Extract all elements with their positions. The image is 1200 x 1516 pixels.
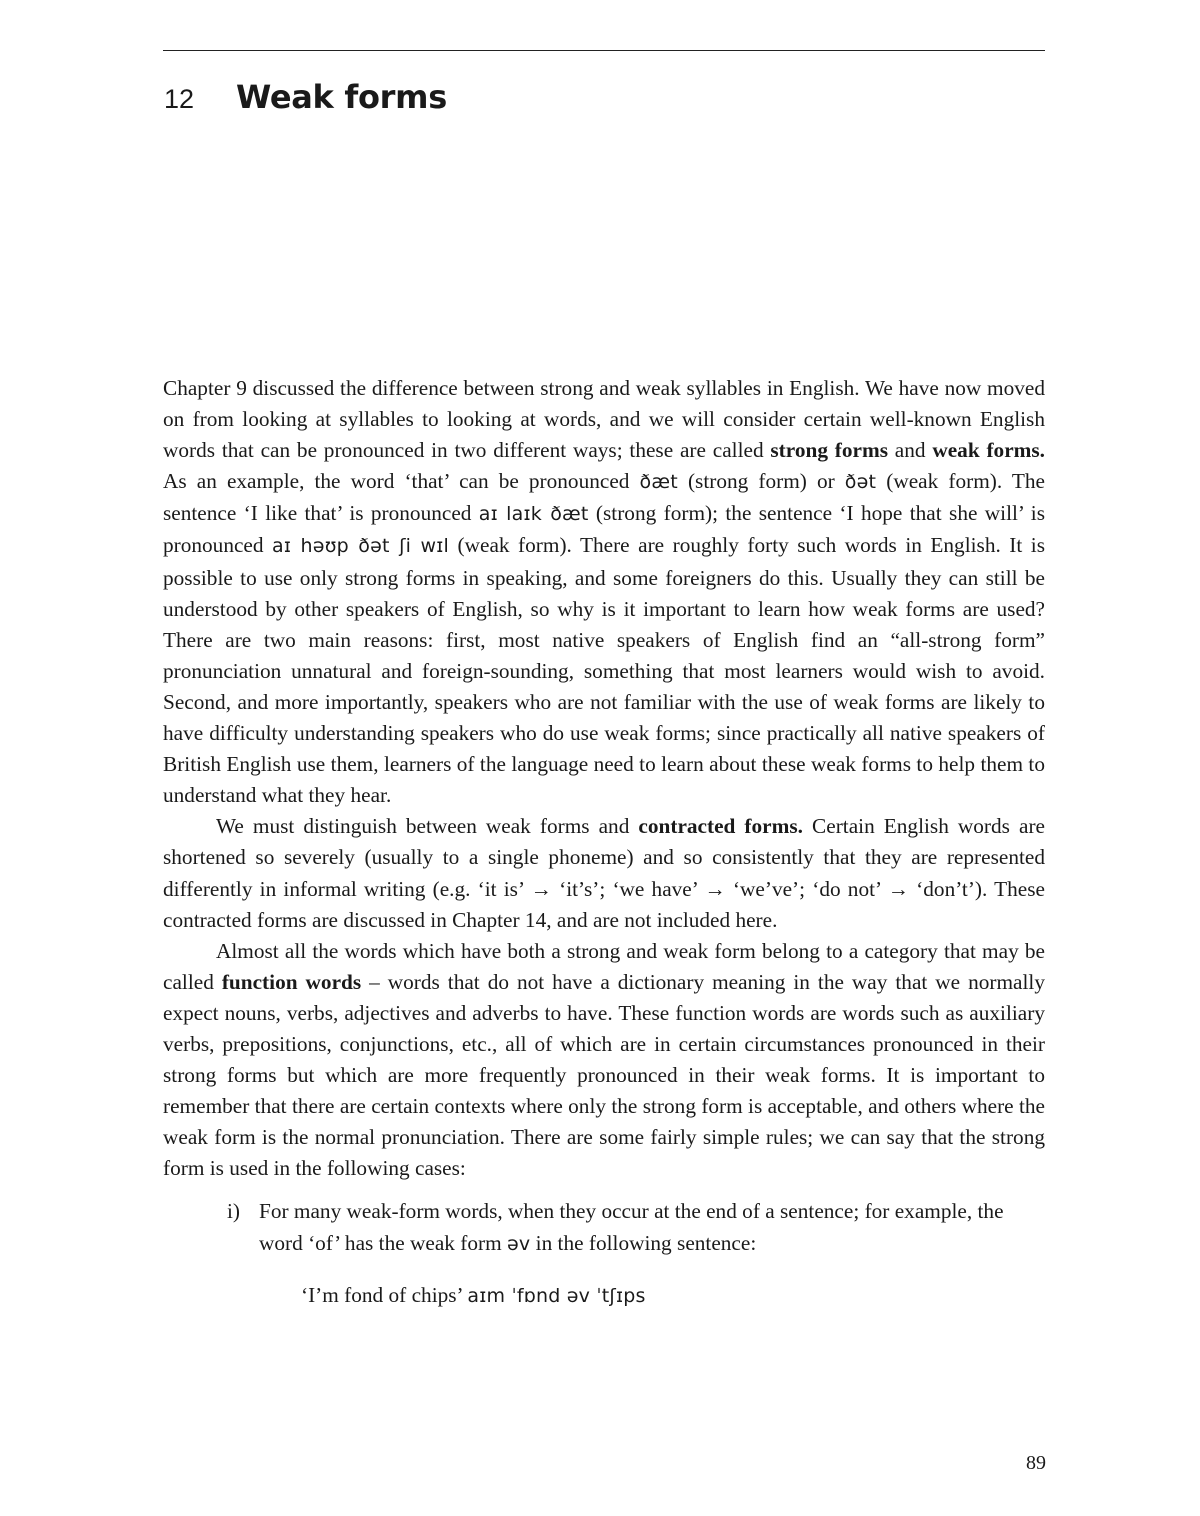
text-run: – words that do not have a dictionary meaning in the way that we normally expect nouns, verbs, adjectives and adverbs to have. These function words are words such as auxiliary verbs, prepositions, conjunctions, etc., all of which are in certain circumstances pronounced in their strong forms but which are more frequently pronounced in their weak forms. It is important to remember that there are certain contexts where only the strong form is acceptable, and others where the weak form is the normal pronunciation. There are some fairly simple rules; we can say that the strong form is used in the following cases: [163,969,1045,1181]
page-number: 89 [1026,1452,1046,1474]
text-run: We must distinguish between weak forms and [216,814,639,839]
text-run: Almost all the words which have both a strong and weak form belong to a category that may be called [163,938,1045,994]
text-run: and [888,438,933,463]
list-item [163,1196,1045,1259]
text-run: (strong form) or [677,469,845,494]
text-run: (weak form). The sentence ‘I like that’ is pronounced [163,469,1045,526]
text-run: As an example, the word ‘that’ can be pronounced [163,469,640,494]
term-strong-forms: strong forms [770,438,888,463]
paragraph-3 [163,936,1045,1185]
text-run: (weak form). There are roughly forty such words in English. It is possible to use only strong forms in speaking, and some foreigners do this. Usually they can still be understood by other speakers of English, so why is it important to learn how weak forms are used? There are two main reasons: first, most native speakers of English find an “all-strong form” pronunciation unnatural and foreign-sounding, something that most learners would wish to avoid. Second, and more importantly, speakers who are not familiar with the use of weak forms are likely to have difficulty understanding speakers who do use weak forms; since practically all native speakers of British English use them, learners of the language need to learn about these weak forms to help them to understand what they hear. [163,533,1046,808]
text-run: For many weak-form words, when they occur at the end of a sentence; for example, the word ‘of’ has the weak form [259,1199,1004,1255]
example-ipa: aɪm ˈfɒnd əv ˈtʃɪps [467,1284,646,1307]
text-run: Chapter 9 discussed the difference between strong and weak syllables in English. We have now moved on from looking at syllables to looking at words, and we will consider certain well-known English words that can be pronounced in two different ways; these are called [163,376,1045,463]
term-contracted-forms: contracted forms. [638,814,803,839]
example-text: ‘I’m fond of chips’ [301,1282,463,1307]
term-weak-forms: weak forms. [932,438,1046,463]
paragraph-2 [163,811,1045,935]
chapter-title: Weak forms [236,78,447,116]
text-run: Certain English words are shortened so severely (usually to a single phoneme) and so consistently that they are represented differently in informal writing (e.g. ‘it is’ → ‘it’s’; ‘we have’ → ‘we’ve’; ‘do not’ → ‘don’t’). These contracted forms are discussed in Chapter 14, and are not included here. [163,814,1045,932]
list-marker: i) [227,1199,241,1224]
text-run: (strong form); the sentence ‘I hope that she will’ is pronounced [163,501,1045,558]
ipa-transcription: aɪ laɪk ðæt [478,503,589,526]
ipa-transcription: ðæt [639,471,678,494]
ipa-transcription: əv [506,1232,531,1255]
chapter-heading [164,78,447,128]
text-run: in the following sentence: [530,1230,757,1255]
ipa-transcription: ðət [844,471,877,494]
chapter-body [163,373,1045,1312]
paragraph-1 [163,373,1045,811]
example-sentence [301,1280,1045,1312]
term-function-words: function words [221,969,362,994]
chapter-number: 12 [164,84,195,114]
ipa-transcription: aɪ həʊp ðət ʃi wɪl [272,535,450,558]
top-rule [163,50,1045,51]
list-item-text [259,1196,1045,1259]
rules-list [163,1196,1045,1259]
